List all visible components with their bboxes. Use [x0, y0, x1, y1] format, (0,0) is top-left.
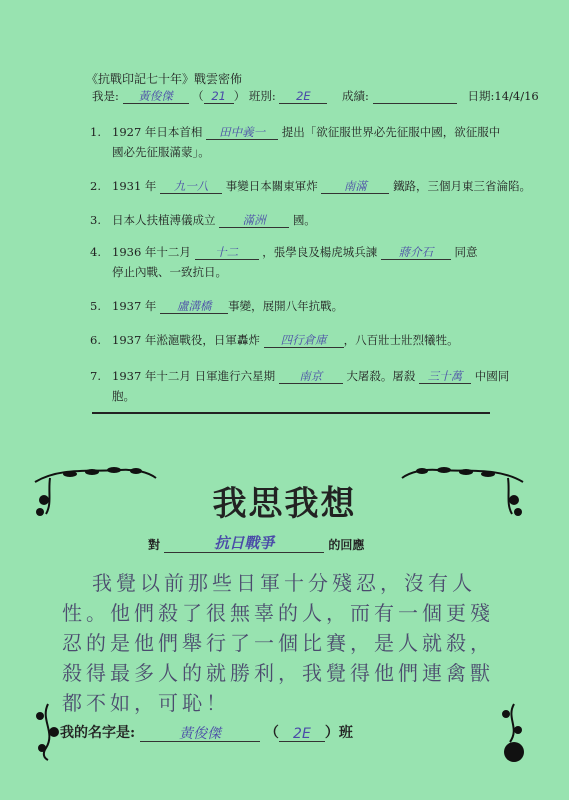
score-label: 成績:: [342, 89, 369, 103]
answer-5: 盧溝橋: [160, 299, 228, 314]
signature-class-field: 2E: [279, 727, 325, 742]
question-3: 3. 日本人扶植溥儀成立 滿洲 國。: [90, 213, 316, 227]
date-label: 日期:: [467, 89, 495, 103]
question-1-cont: 國必先征服滿蒙」。: [112, 145, 210, 159]
student-info-line: 我是: 黃俊傑 （ 21 ） 班別: 2E 成績: 日期:14/4/16: [92, 89, 539, 103]
answer-2a: 九一八: [160, 179, 222, 194]
question-7-cont: 胞。: [112, 389, 135, 403]
question-2: 2. 1931 年 九一八 事變日本關東軍炸 南滿 鐵路，三個月東三省淪陷。: [90, 179, 532, 193]
answer-2b: 南滿: [321, 179, 389, 194]
signature-line: 我的名字是: 黃俊傑 （ 2E ）班: [60, 725, 353, 742]
signature-suffix: 班: [338, 725, 353, 741]
question-6: 6. 1937 年淞滬戰役，日軍轟炸 四行倉庫 ，八百壯士壯烈犧牲。: [90, 333, 459, 347]
topic-prefix: 對: [148, 538, 161, 552]
answer-6: 四行倉庫: [264, 333, 344, 348]
answer-4a: 十二: [195, 245, 259, 260]
answer-4b: 蔣介石: [381, 245, 451, 260]
question-4-cont: 停止內戰、一致抗日。: [112, 265, 227, 279]
topic-suffix: 的回應: [328, 538, 365, 552]
class-number-field: 21: [204, 89, 234, 104]
response-text: 我覺以前那些日軍十分殘忍，沒有人性。他們殺了很無辜的人，而有一個更殘忍的是他們舉行了一個比賽，是人就殺，殺得最多人的就勝利，我覺得他們連禽獸都不如，可恥！: [62, 571, 494, 715]
topic-field: 抗日戰爭: [164, 534, 324, 553]
topic-line: [148, 534, 364, 553]
handwritten-response: [62, 568, 512, 718]
name-label: 我是:: [92, 89, 119, 103]
name-field: 黃俊傑: [123, 89, 189, 104]
score-field: [373, 103, 457, 104]
question-5: 5. 1937 年 盧溝橋 事變，展開八年抗戰。: [90, 299, 344, 313]
signature-name-field: 黃俊傑: [140, 727, 260, 742]
answer-7a: 南京: [279, 369, 343, 384]
answer-1: 田中義一: [206, 125, 278, 140]
question-4: 4. 1936 年十二月 十二 ，張學良及楊虎城兵諫 蔣介石 同意: [90, 245, 478, 259]
class-field: 2E: [279, 89, 327, 104]
signature-label: 我的名字是:: [60, 725, 136, 741]
answer-3: 滿洲: [219, 213, 289, 228]
class-label: 班別:: [248, 89, 276, 103]
date-value: 14/4/16: [494, 89, 539, 103]
reflection-title: 我思我想: [212, 484, 357, 524]
section-divider: [92, 412, 490, 414]
question-1: 1. 1927 年日本首相 田中義一 提出「欲征服世界必先征服中國，欲征服中: [90, 125, 501, 139]
question-7: 7. 1937 年十二月 日軍進行六星期 南京 大屠殺。屠殺 三十萬 中國同: [90, 369, 510, 383]
answer-7b: 三十萬: [419, 369, 471, 384]
worksheet-title: 《抗戰印記七十年》戰雲密佈: [86, 72, 243, 86]
